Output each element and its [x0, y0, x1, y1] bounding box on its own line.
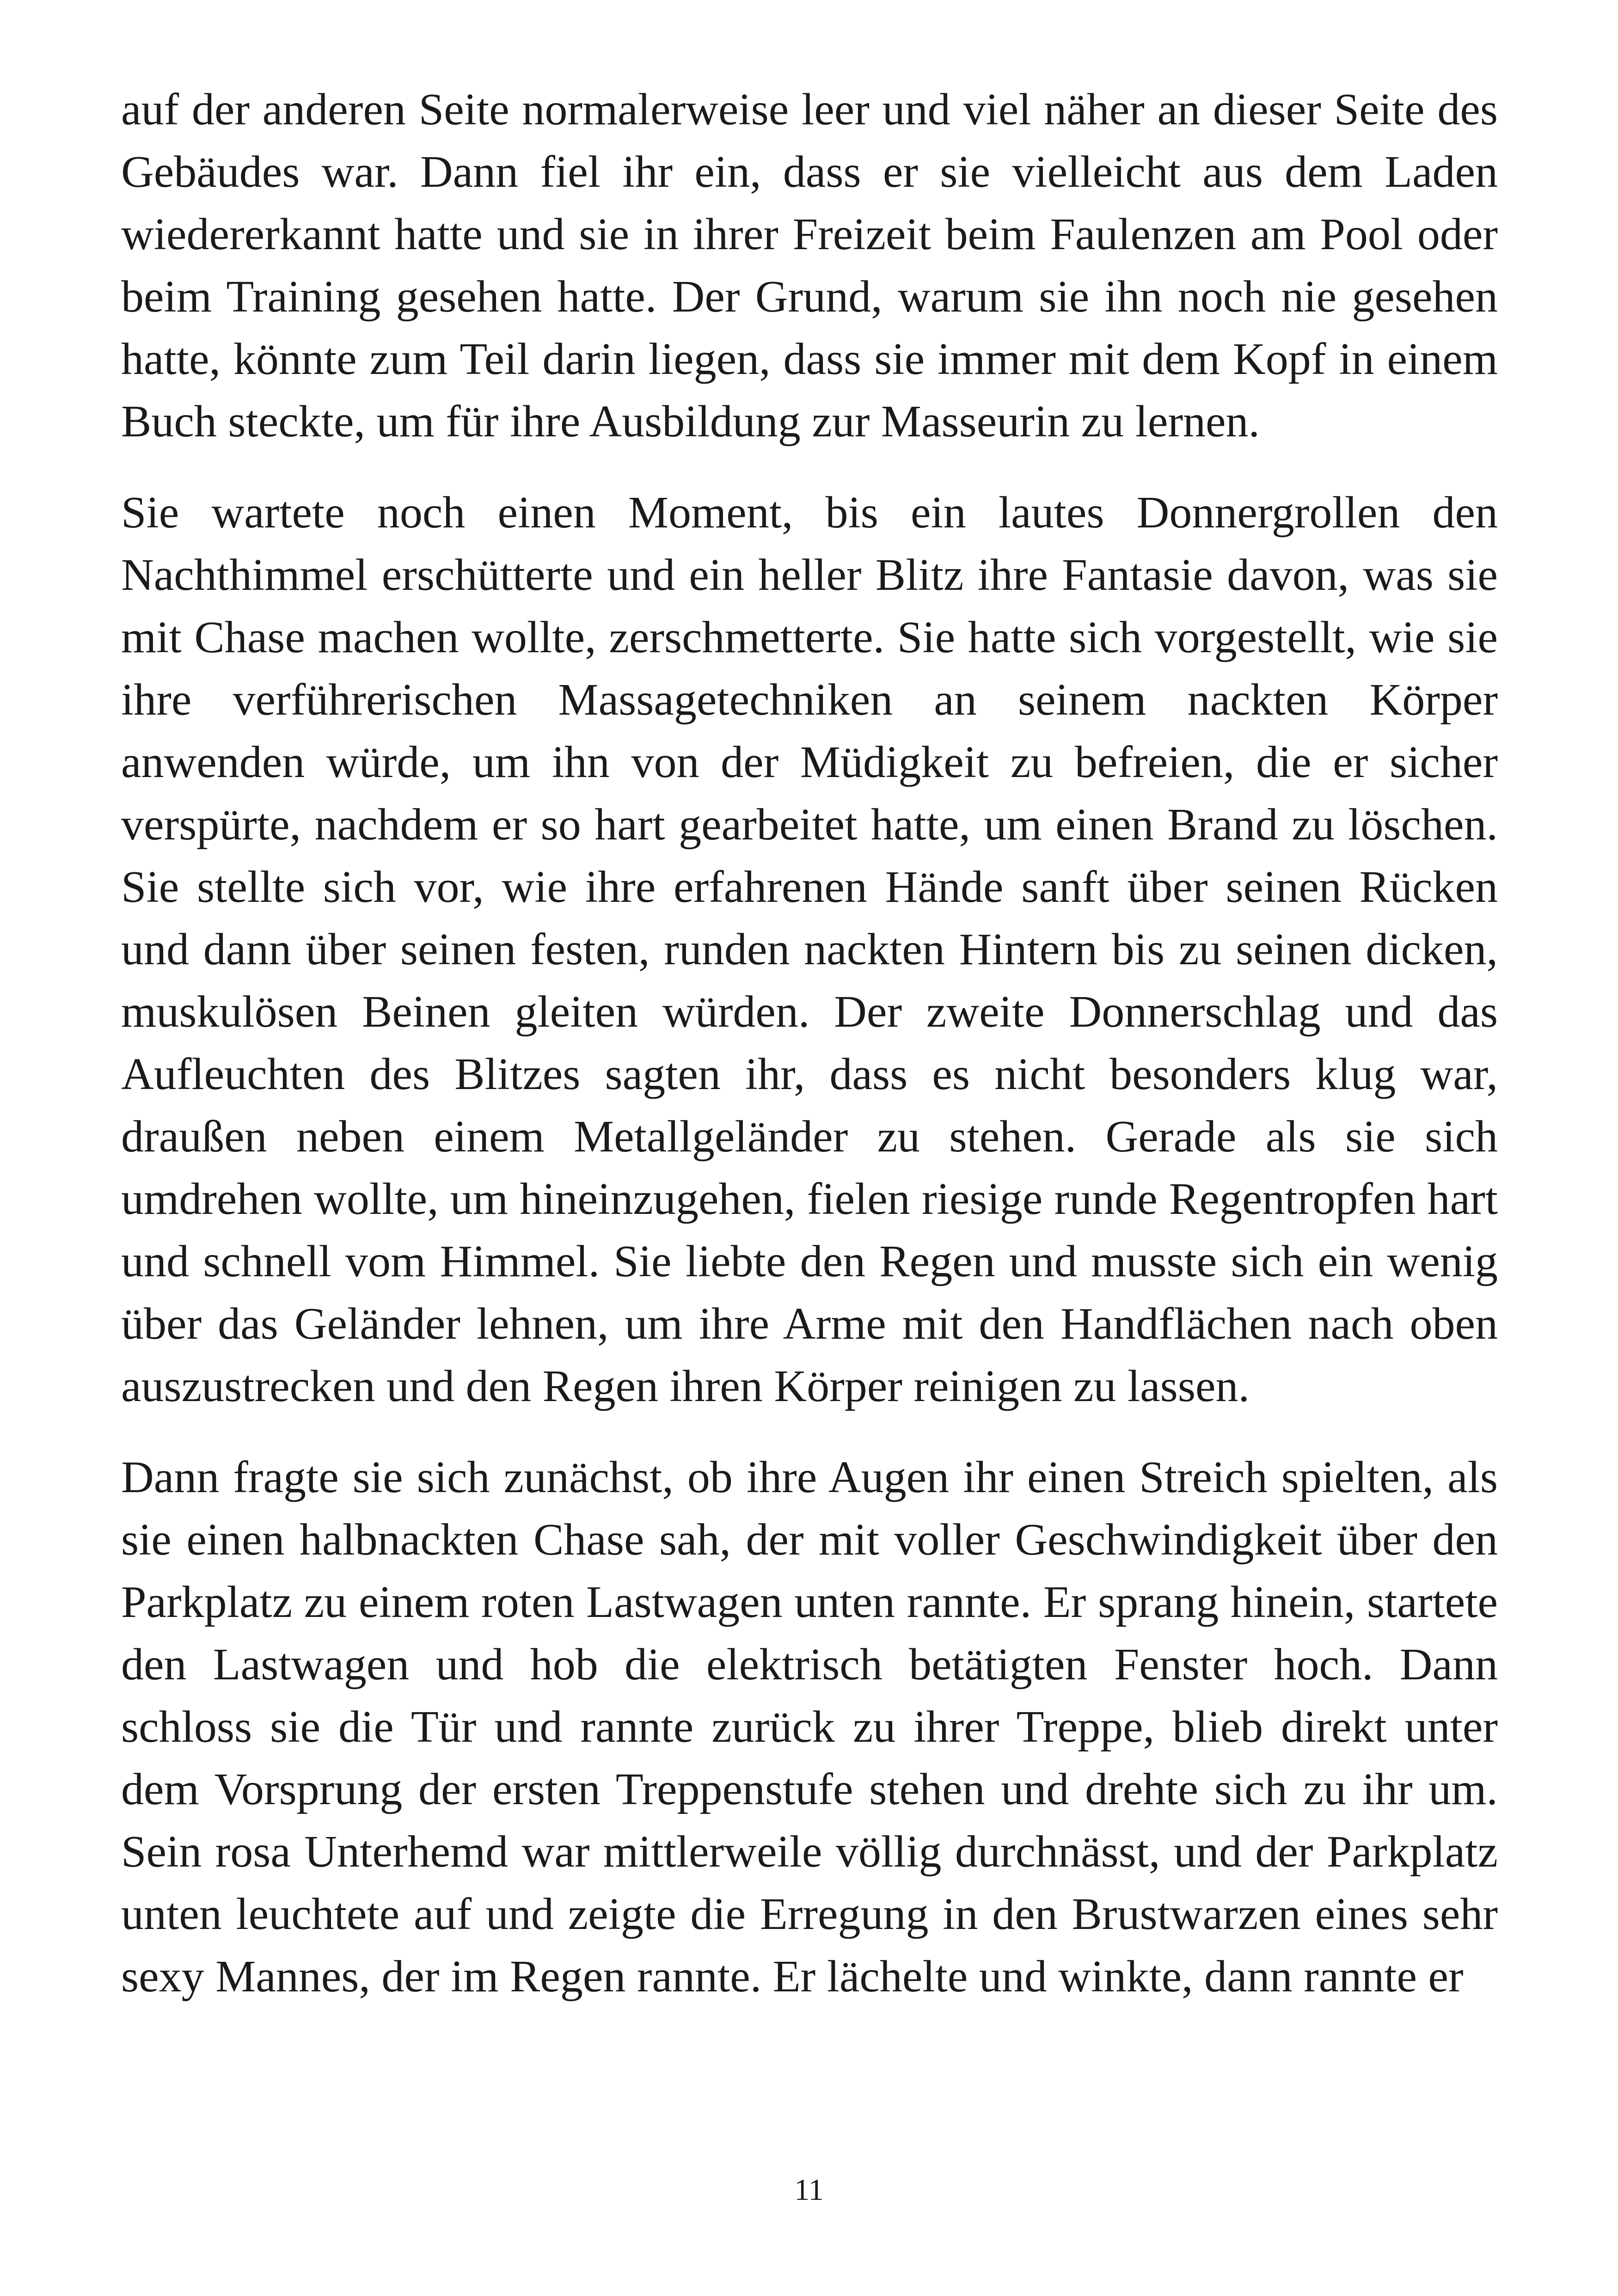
page-number: 11 — [794, 2173, 824, 2207]
paragraph-3: Dann fragte sie sich zunächst, ob ihre Augen ihr einen Streich spielten, als sie einen halbnackten Chase sah, der mit voller Geschwindigkeit über den Parkplatz zu einem roten Lastwagen unten rannte. Er sprang hinein, startete den Lastwagen und hob die elektrisch betätigten Fenster hoch. Dann schloss sie die Tür und rannte zurück zu ihrer Treppe, blieb direkt unter dem Vorsprung der ersten Treppenstufe stehen und drehte sich zu ihr um. Sein rosa Unterhemd war mittlerweile völlig durchnässt, und der Parkplatz unten leuchtete auf und zeigte die Erregung in den Brustwarzen eines sehr sexy Mannes, der im Regen rannte. Er lächelte und winkte, dann rannte er — [121, 1452, 1498, 2002]
paragraph-2: Sie wartete noch einen Moment, bis ein lautes Donnergrollen den Nachthimmel erschütterte und ein heller Blitz ihre Fantasie davon, was sie mit Chase machen wollte, zerschmetterte. Sie hatte sich vorgestellt, wie sie ihre verführerischen Massagetechniken an seinem nackten Körper anwenden würde, um ihn von der Müdigkeit zu befreien, die er sicher verspürte, nachdem er so hart gearbeitet hatte, um einen Brand zu löschen. Sie stellte sich vor, wie ihre erfahrenen Hände sanft über seinen Rücken und dann über seinen festen, runden nackten Hintern bis zu seinen dicken, muskulösen Beinen gleiten würden. Der zweite Donnerschlag und das Aufleuchten des Blitzes sagten ihr, dass es nicht besonders klug war, draußen neben einem Metallgeländer zu stehen. Gerade als sie sich umdrehen wollte, um hineinzugehen, fielen riesige runde Regentropfen hart und schnell vom Himmel. Sie liebte den Regen und musste sich ein wenig über das Geländer lehnen, um ihre Arme mit den Handflächen nach oben auszustrecken und den Regen ihren Körper reinigen zu lassen. — [121, 488, 1498, 1411]
paragraph-1: auf der anderen Seite normalerweise leer und viel näher an dieser Seite des Gebäudes war. Dann fiel ihr ein, dass er sie vielleicht aus dem Laden wiedererkannt hatte und sie in ihrer Freizeit beim Faulenzen am Pool oder beim Training gesehen hatte. Der Grund, warum sie ihn noch nie gesehen hatte, könnte zum Teil darin liegen, dass sie immer mit dem Kopf in einem Buch steckte, um für ihre Ausbildung zur Masseurin zu lernen. — [121, 85, 1498, 447]
page-body — [121, 79, 1498, 2008]
